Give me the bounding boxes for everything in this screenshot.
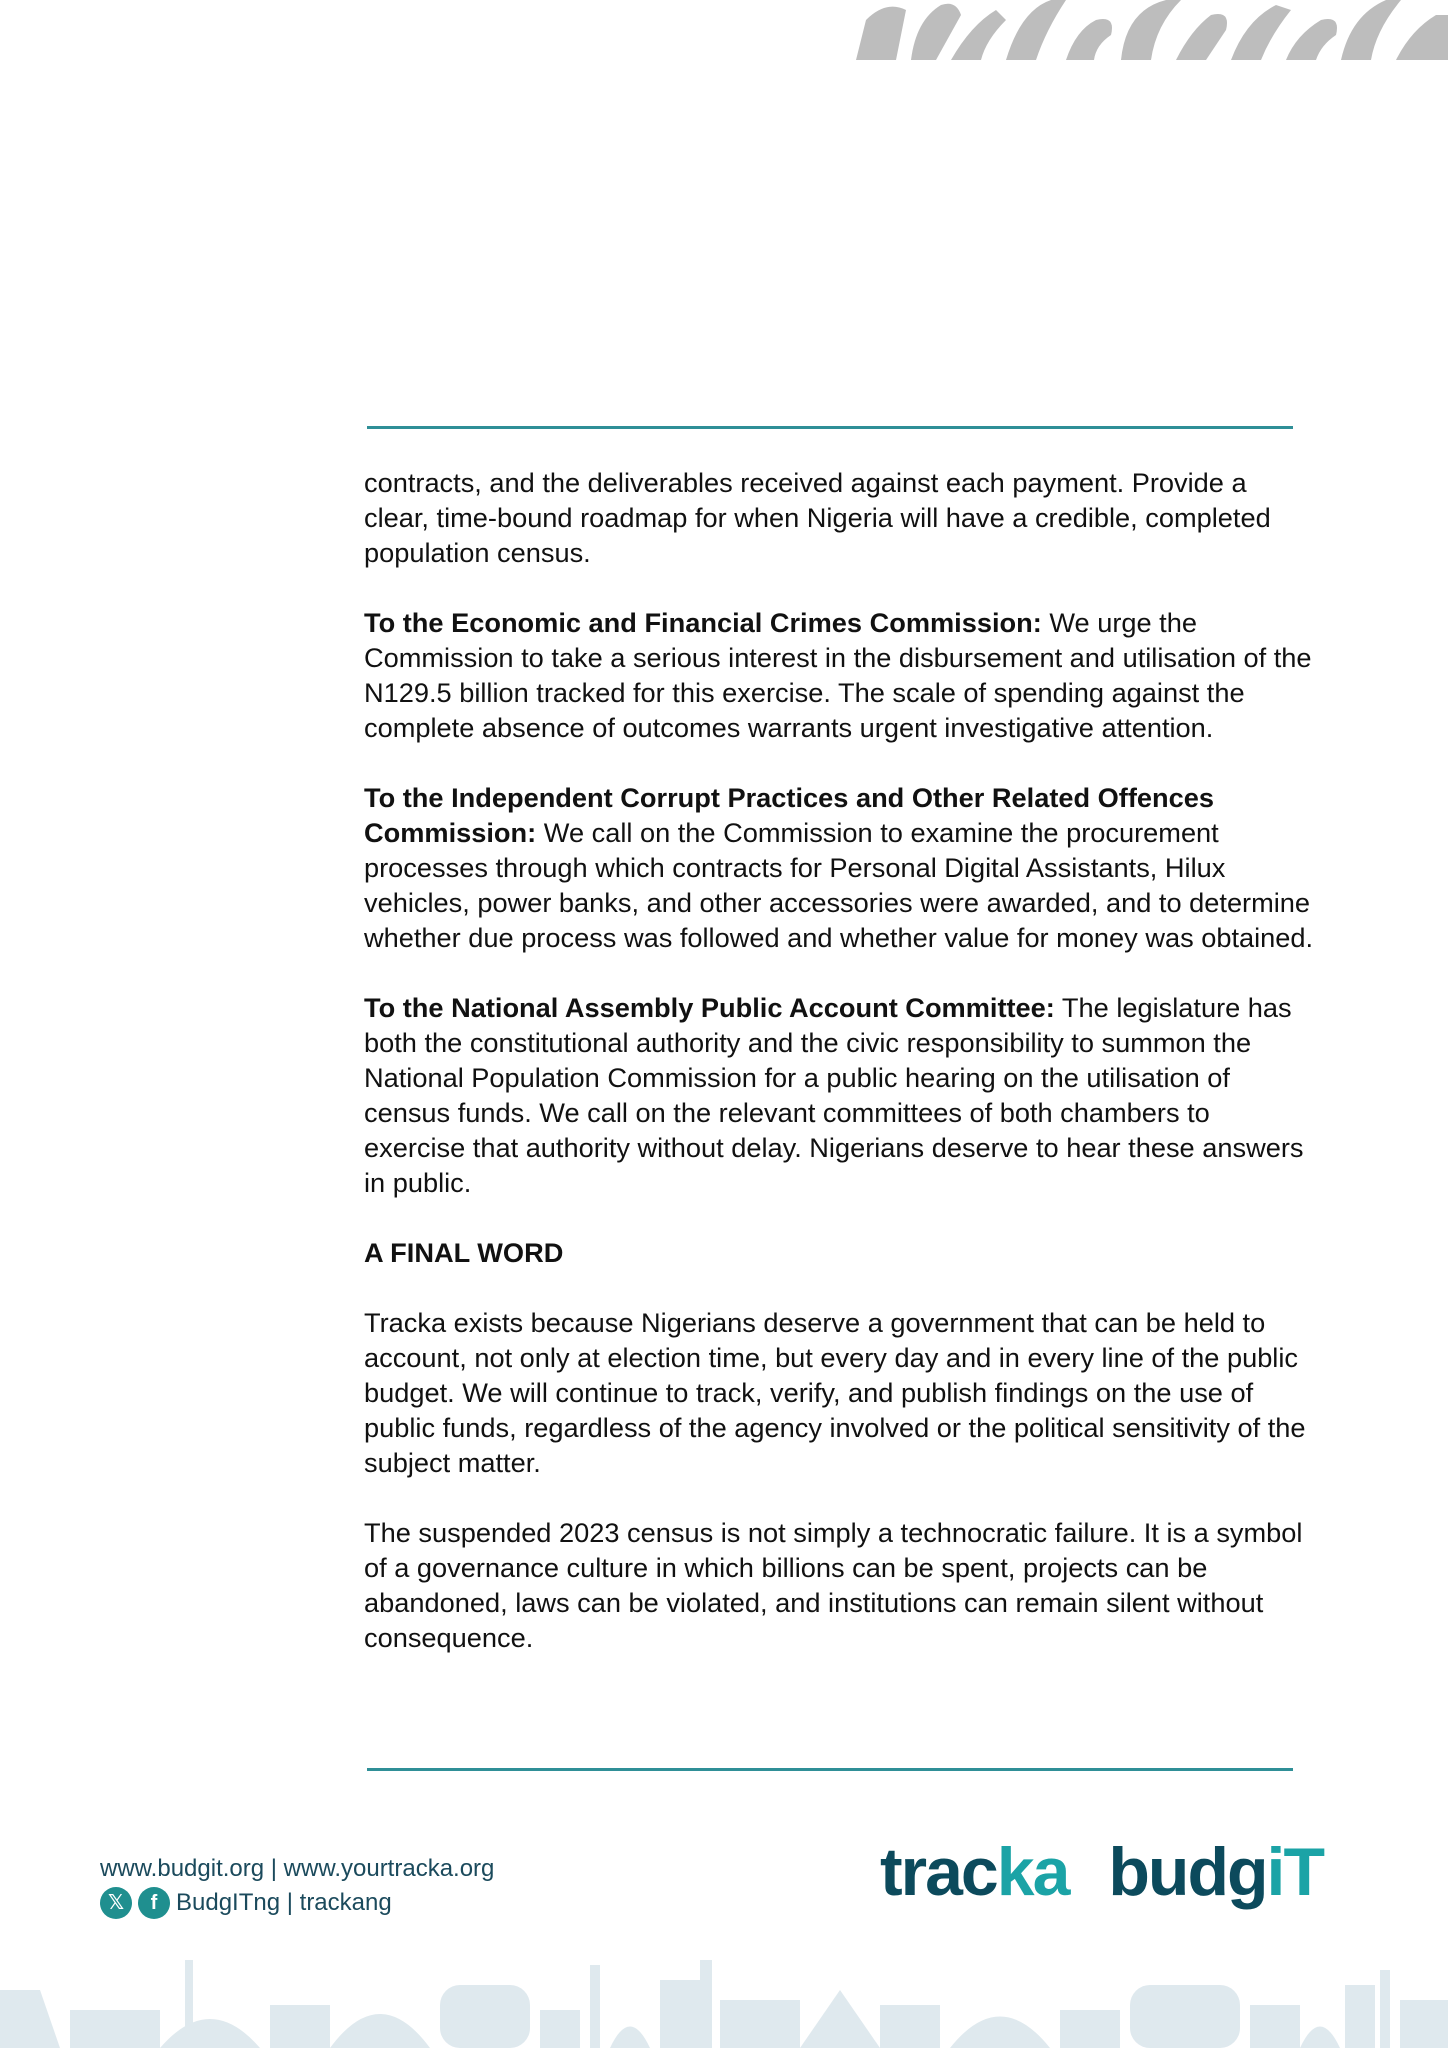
section-title: A FINAL WORD — [364, 1237, 564, 1268]
paragraph-text: Tracka exists because Nigerians deserve a government that can be held to account, not only at election time, but every day and in every line of the public budget. We will continue to track, verify, and publish findings on the use of public funds, regardless of the agency involved or the political sensitivity of the subject matter. — [364, 1307, 1306, 1478]
paragraph — [364, 990, 1314, 1200]
paragraph — [364, 1305, 1314, 1480]
paragraph — [364, 1515, 1314, 1655]
tracka-logo-accent: ka — [996, 1834, 1069, 1910]
top-divider — [367, 426, 1293, 429]
paragraph-text: The suspended 2023 census is not simply a technocratic failure. It is a symbol of a governance culture in which billions can be spent, projects can be abandoned, laws can be violated, and institutions can remain silent without consequence. — [364, 1517, 1303, 1653]
paragraph-text: The legislature has both the constitutional authority and the civic responsibility to summon the National Population Commission for a public hearing on the utilisation of census funds. We call on the relevant committees of both chambers to exercise that authority without delay. Nigerians deserve to hear these answers in public. — [364, 992, 1304, 1198]
paragraph-heading: To the Economic and Financial Crimes Commission: — [364, 607, 1042, 638]
paragraph-text: contracts, and the deliverables received against each payment. Provide a clear, time-bound roadmap for when Nigeria will have a credible, completed population census. — [364, 467, 1271, 568]
tracka-logo — [880, 1834, 1069, 1910]
paragraph-text: We urge the Commission to take a serious interest in the disbursement and utilisation of the N129.5 billion tracked for this exercise. The scale of spending against the complete absence of outcomes warrants urgent investigative attention. — [364, 607, 1312, 743]
tracka-logo-main: trac — [880, 1834, 997, 1910]
brand-logos — [880, 1834, 1323, 1910]
paragraph-heading: To the National Assembly Public Account Committee: — [364, 992, 1055, 1023]
website-links[interactable]: www.budgit.org | www.yourtracka.org — [100, 1855, 495, 1882]
facebook-icon[interactable]: f — [138, 1887, 170, 1919]
footer-contact — [100, 1852, 494, 1920]
budgit-logo — [1108, 1834, 1323, 1910]
city-skyline — [0, 1950, 1448, 2048]
paragraph-heading: To the Independent Corrupt Practices and Other Related Offences Commission: — [364, 782, 1215, 848]
paragraph-text: We call on the Commission to examine the procurement processes through which contracts for Personal Digital Assistants, Hilux vehicles, power banks, and other accessories were awarded, and to determine whether due process was followed and whether value for money was obtained. — [364, 817, 1314, 953]
paragraph — [364, 605, 1314, 745]
budgit-logo-main: budg — [1108, 1834, 1267, 1910]
bottom-divider — [367, 1768, 1293, 1771]
social-row — [100, 1886, 494, 1920]
paragraph — [364, 780, 1314, 955]
decorative-pattern — [856, 0, 1448, 60]
x-icon[interactable]: 𝕏 — [100, 1887, 132, 1919]
social-handles: BudgITng | trackang — [176, 1889, 392, 1916]
paragraph — [364, 465, 1314, 570]
body-text — [364, 465, 1314, 1690]
budgit-logo-accent: iT — [1266, 1834, 1323, 1910]
